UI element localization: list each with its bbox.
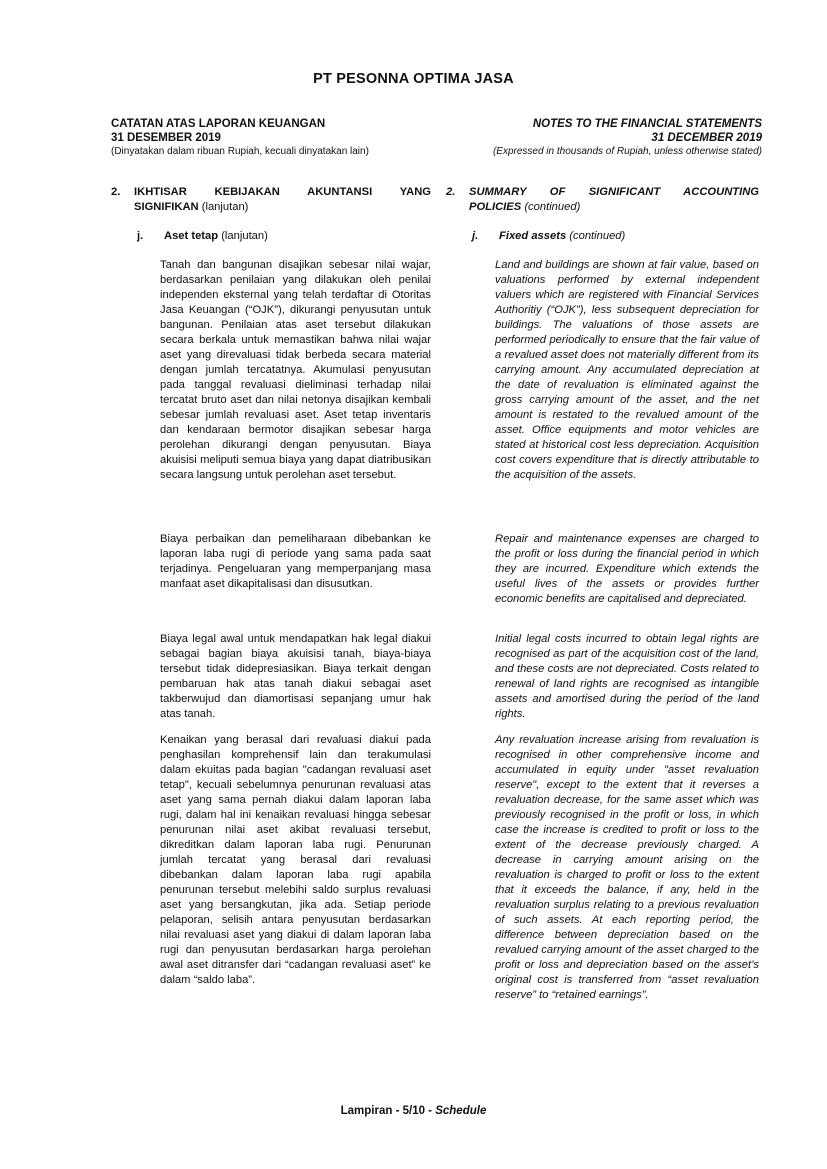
right-paragraph-2: Repair and maintenance expenses are charged to the profit or loss during the financial period in which they are incurred. Expenditure which extends the useful lives of the assets or provides further economic benefits are capitalised and depreciated. [495, 533, 759, 605]
left-section-title-bold: SIGNIFIKAN [134, 201, 199, 213]
header-left-title: CATATAN ATAS LAPORAN KEUANGAN [111, 118, 326, 130]
right-sub-title [499, 229, 759, 244]
right-paragraph-4: Any revaluation increase arising from revaluation is recognised in other comprehensive income and accumulated in equity under "asset revaluation reserve", except to the extent that it reverses a revaluation decrease, for the same asset which was previously recognised in the profit or loss, in which case the increase is credited to profit or loss to the extent of the decrease previously charged. A decrease in carrying amount arising on the revaluation is charged to profit or loss to the extent that it exceeds the balance, if any, held in the revaluation surplus relating to a previous revaluation of such assets. At each reporting period, the difference between depreciation based on the revalued carrying amount of the asset charged to the profit or loss and depreciation based on the asset’s original cost is transferred from “asset revaluation reserve” to “retained earnings”. [495, 734, 759, 1001]
left-sub-title-bold: Aset tetap [164, 230, 219, 242]
footer-page-label: Lampiran - 5/10 - [340, 1105, 433, 1117]
header-left-note: (Dinyatakan dalam ribuan Rupiah, kecuali dinyatakan lain) [111, 146, 369, 157]
right-section-number: 2. [446, 186, 456, 198]
left-sub-title-rest: (lanjutan) [221, 230, 268, 242]
left-sub-title [164, 229, 431, 244]
right-paragraph-3: Initial legal costs incurred to obtain legal rights are recognised as part of the acquisition cost of the land, and these costs are not depreciated. Costs related to renewal of land rights are recognised as intangible assets and amortised during the period of the land rights. [495, 633, 759, 720]
left-paragraph-4: Kenaikan yang berasal dari revaluasi diakui pada penghasilan komprehensif lain dan terakumulasi dalam ekuitas pada bagian "cadangan revaluasi aset tetap", kecuali sebelumnya penurunan revaluasi atas aset yang sama pernah diakui dalam laporan laba rugi, dalam hal ini kenaikan revaluasi hingga sebesar penurunan nilai aset akibat revaluasi tersebut, dikreditkan dalam laporan laba rugi. Penurunan jumlah tercatat yang berasal dari revaluasi dibebankan dalam laporan laba rugi apabila penurunan tersebut melebihi saldo surplus revaluasi aset yang bersangkutan, jika ada. Setiap periode pelaporan, selisih antara penyusutan berdasarkan nilai revaluasi aset yang diakui di dalam laporan laba rugi dan penyusutan berdasarkan harga perolehan awal aset ditransfer dari “cadangan revaluasi aset” ke dalam “saldo laba”. [160, 734, 431, 986]
header-left-date: 31 DESEMBER 2019 [111, 131, 221, 144]
company-name: PT PESONNA OPTIMA JASA [313, 71, 514, 87]
header-right-date: 31 DECEMBER 2019 [651, 131, 762, 144]
left-section-title-cont [134, 200, 431, 215]
right-section-title-cont [469, 200, 759, 215]
left-paragraph-1: Tanah dan bangunan disajikan sebesar nilai wajar, berdasarkan penilaian yang dilakukan oleh penilai independen eksternal yang telah terdaftar di Otoritas Jasa Keuangan (“OJK”), dikurangi penyusutan untuk bangunan. Penilaian atas aset tersebut dilakukan secara berkala untuk memastikan bahwa nilai wajar aset yang direvaluasi tidak berbeda secara material dengan jumlah tercatatnya. Akumulasi penyusutan pada tanggal revaluasi dieliminasi terhadap nilai tercatat bruto aset dan nilai netonya disajikan kembali sebesar jumlah revaluasi aset. Aset tetap inventaris dan kendaraan bermotor disajikan sebesar harga perolehan dikurangi dengan penyusutan. Biaya akuisisi meliputi semua biaya yang dapat diatribusikan secara langsung untuk perolehan aset tersebut. [160, 259, 431, 481]
right-section-title: SUMMARY OF SIGNIFICANT ACCOUNTING [469, 186, 759, 198]
right-section-title-bold: POLICIES [469, 201, 522, 213]
right-section-heading [446, 185, 759, 215]
right-section-title-rest: (continued) [524, 201, 581, 213]
right-sub-title-rest: (continued) [569, 230, 626, 242]
left-section-heading [111, 185, 431, 215]
page-footer [0, 1105, 827, 1117]
left-subsection-heading [111, 229, 431, 244]
right-paragraph-1: Land and buildings are shown at fair value, based on valuations performed by external independent valuers which are registered with Financial Services Authoritiy (“OJK”), less subsequent depreciation for buildings. The valuations of those assets are performed periodically to ensure that the fair value of a revalued asset does not materially different from its carrying amount. Any accumulated depreciation at the date of revaluation is eliminated against the gross carrying amount of the asset, and the net amount is restated to the revalued amount of the asset. Office equipments and motor vehicles are stated at historical cost less depreciation. Acquisition cost covers expenditure that is directly attributable to the acquisition of the assets. [495, 259, 759, 481]
right-subsection-heading [446, 229, 759, 244]
right-sub-title-bold: Fixed assets [499, 230, 567, 242]
left-sub-letter: j. [137, 230, 144, 242]
left-section-title: IKHTISAR KEBIJAKAN AKUNTANSI YANG [134, 186, 431, 198]
left-paragraph-2: Biaya perbaikan dan pemeliharaan dibebankan ke laporan laba rugi di periode yang sama pada saat terjadinya. Pengeluaran yang memperpanjang masa manfaat aset dikapitalisasi dan disusutkan. [160, 533, 431, 590]
header-right-note: (Expressed in thousands of Rupiah, unless otherwise stated) [492, 146, 762, 157]
left-paragraph-3: Biaya legal awal untuk mendapatkan hak legal diakui sebagai bagian biaya akuisisi tanah, biaya-biaya tersebut tidak didepresiasikan. Biaya terkait dengan pembaruan hak atas tanah diakui sebagai aset takberwujud dan diamortisasi sepanjang umur hak atas tanah. [160, 633, 431, 720]
left-section-title-rest: (lanjutan) [201, 201, 249, 213]
left-section-number: 2. [111, 186, 121, 198]
left-column [111, 0, 431, 1100]
header-right-title: NOTES TO THE FINANCIAL STATEMENTS [532, 118, 762, 130]
right-sub-letter: j. [472, 230, 479, 242]
right-column [446, 0, 759, 1100]
footer-schedule-label: Schedule [435, 1105, 487, 1117]
